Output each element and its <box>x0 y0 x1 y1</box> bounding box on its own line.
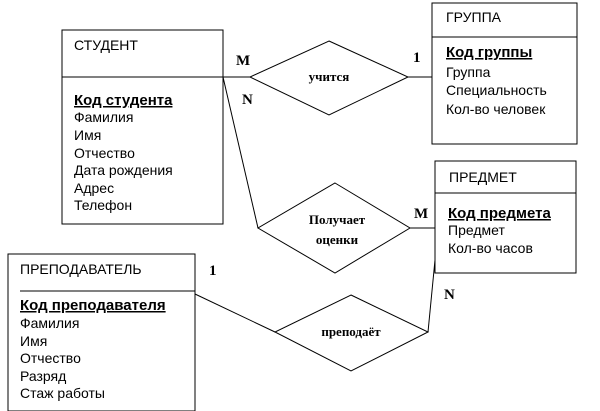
entity-group-key: Код группы <box>446 44 533 61</box>
relationship-teaches-label: преподаёт <box>321 324 381 339</box>
relationship-grades-label-line1: Получает <box>308 212 366 227</box>
entity-subject-attr: Кол-во часов <box>448 240 533 256</box>
cardinality-student-studies: M <box>236 53 251 69</box>
cardinality-teacher-teaches: 1 <box>209 263 217 279</box>
entity-teacher-attr: Отчество <box>20 350 81 366</box>
entity-subject-title: ПРЕДМЕТ <box>449 169 517 185</box>
relationship-grades-label-line2: оценки <box>315 232 359 247</box>
entity-subject-attr: Предмет <box>448 222 505 238</box>
entity-teacher-title: ПРЕПОДАВАТЕЛЬ <box>20 261 142 277</box>
relationship-studies-label: учится <box>308 69 350 84</box>
line-teaches-subject <box>428 260 435 332</box>
relationship-grades-diamond <box>258 183 410 273</box>
entity-teacher <box>8 254 195 411</box>
entity-teacher-attr: Имя <box>20 333 48 349</box>
entity-student-title: СТУДЕНТ <box>74 37 138 53</box>
entity-teacher-key: Код преподавателя <box>20 297 166 314</box>
entity-student-attr: Фамилия <box>74 109 134 125</box>
entity-teacher-attr: Фамилия <box>20 315 80 331</box>
cardinality-subject-teaches: N <box>444 287 455 303</box>
entity-student <box>62 30 223 224</box>
entity-student-attr: Адрес <box>74 180 115 196</box>
relationship-grades <box>258 183 410 273</box>
entity-student-attr: Дата рождения <box>74 162 173 178</box>
entity-group-attr: Специальность <box>446 82 547 98</box>
entity-teacher-attr: Разряд <box>20 368 67 384</box>
relationship-studies <box>250 41 408 115</box>
line-teacher-teaches <box>195 294 275 332</box>
cardinality-subject-grades: M <box>414 206 429 222</box>
entity-group <box>432 3 577 144</box>
relationship-teaches <box>275 295 428 371</box>
entity-student-attr: Телефон <box>74 197 133 213</box>
entity-teacher-attr: Стаж работы <box>20 385 105 401</box>
entity-student-attr: Отчество <box>74 145 135 161</box>
entity-group-attr: Группа <box>446 64 491 80</box>
cardinality-group-studies: 1 <box>413 50 421 66</box>
cardinality-student-grades: N <box>242 92 253 108</box>
entity-group-title: ГРУППА <box>446 9 501 25</box>
entity-group-attr: Кол-во человек <box>446 101 546 117</box>
entity-subject-key: Код предмета <box>448 205 551 222</box>
entity-student-attr: Имя <box>74 127 102 143</box>
entity-subject <box>435 161 576 273</box>
entity-student-key: Код студента <box>74 92 173 109</box>
